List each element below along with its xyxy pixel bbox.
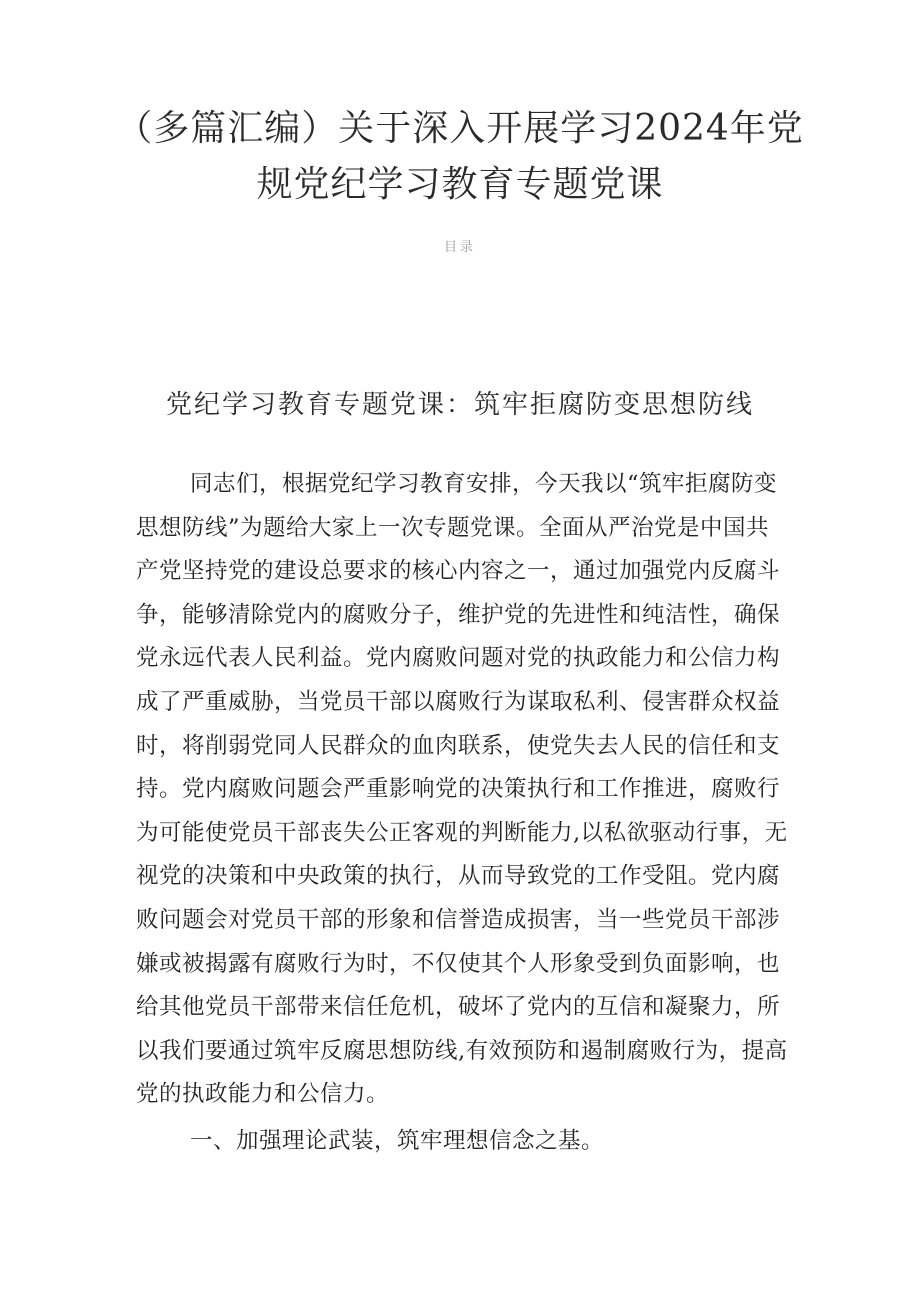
paragraph-line: 给其他党员干部带来信任危机，破坏了党内的互信和凝聚力，所	[136, 994, 781, 1021]
paragraph-line: 视党的决策和中央政策的执行，从而导致党的工作受阻。党内腐	[136, 863, 781, 890]
paragraph-line: 时，将削弱党同人民群众的血肉联系，使党失去人民的信任和支	[136, 732, 781, 759]
paragraph-line: 为可能使党员干部丧失公正客观的判断能力,以私欲驱动行事，无	[136, 819, 788, 846]
document-title-line-1: （多篇汇编）关于深入开展学习2024年党	[116, 108, 804, 149]
section-heading: 党纪学习教育专题党课：筑牢拒腐防变思想防线	[165, 390, 754, 420]
paragraph-line: 党的执政能力和公信力。	[136, 1081, 390, 1108]
paragraph-line: 同志们，根据党纪学习教育安排，今天我以“筑牢拒腐防变	[190, 471, 778, 497]
body-paragraph	[136, 463, 796, 1117]
subsection-heading: 一、加强理论武装，筑牢理想信念之基。	[190, 1128, 605, 1154]
paragraph-line: 以我们要通过筑牢反腐思想防线,有效预防和遏制腐败行为，提高	[136, 1037, 788, 1064]
paragraph-line: 成了严重威胁，当党员干部以腐败行为谋取私利、侵害群众权益	[136, 688, 781, 715]
paragraph-line: 产党坚持党的建设总要求的核心内容之一，通过加强党内反腐斗	[136, 558, 781, 585]
paragraph-line: 争，能够清除党内的腐败分子，维护党的先进性和纯洁性，确保	[136, 601, 781, 628]
paragraph-line: 败问题会对党员干部的形象和信誉造成损害，当一些党员干部涉	[136, 906, 781, 933]
toc-link[interactable]: 目录	[443, 240, 476, 255]
paragraph-line: 党永远代表人民利益。党内腐败问题对党的执政能力和公信力构	[136, 645, 781, 672]
document-title-line-2: 规党纪学习教育专题党课	[256, 164, 664, 205]
paragraph-line: 嫌或被揭露有腐败行为时，不仅使其个人形象受到负面影响，也	[136, 950, 781, 977]
paragraph-line: 思想防线”为题给大家上一次专题党课。全面从严治党是中国共	[136, 514, 770, 541]
paragraph-line: 持。党内腐败问题会严重影响党的决策执行和工作推进，腐败行	[136, 776, 781, 803]
